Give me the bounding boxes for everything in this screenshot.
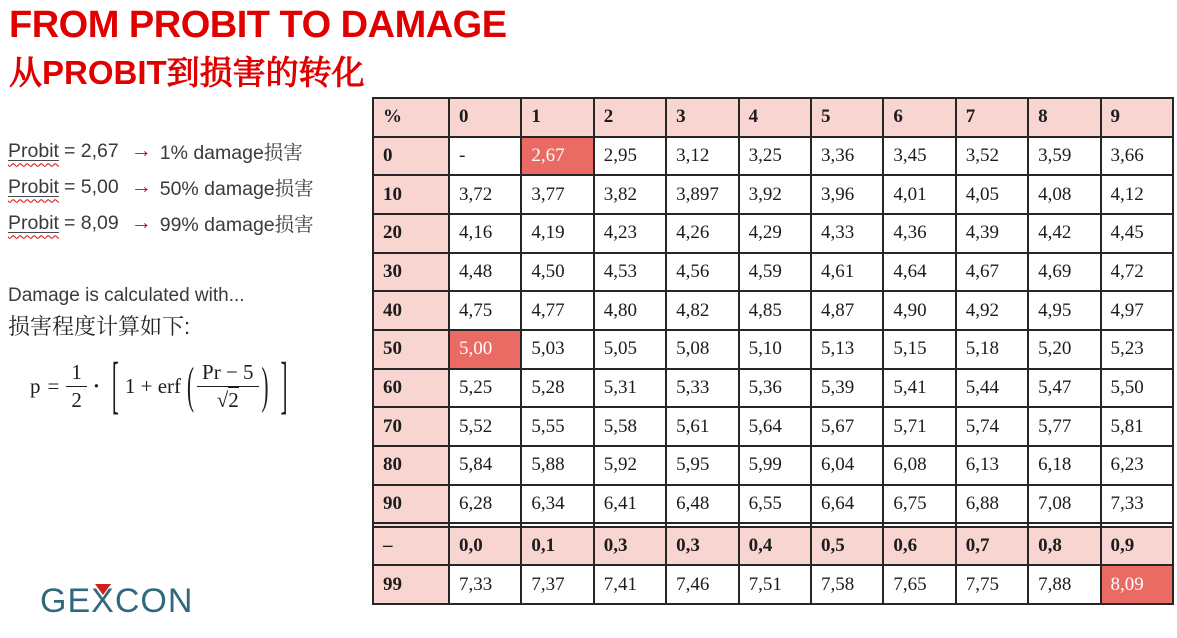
table-row (373, 214, 1173, 253)
table-cell: 3,59 (1028, 137, 1100, 176)
table-cell: 4,23 (594, 214, 666, 253)
table-cell: 5,18 (956, 330, 1028, 369)
table-header-cell: 6 (883, 98, 955, 137)
table-header-cell: 2 (594, 98, 666, 137)
table-cell: 4,64 (883, 253, 955, 292)
table-cell: 0,3 (594, 527, 666, 566)
probit-value: = 2,67 (63, 139, 119, 162)
table-cell: 6,55 (739, 485, 811, 524)
calc-intro-en: Damage is calculated with... (8, 285, 245, 306)
probit-mapping-line (8, 169, 314, 205)
table-cell: 5,20 (1028, 330, 1100, 369)
table-cell: 4,80 (594, 291, 666, 330)
right-arrow-icon: → (130, 139, 152, 162)
table-cell: 4,45 (1101, 214, 1173, 253)
highlight-cell: 8,09 (1101, 565, 1173, 604)
damage-result: 1% damage损害 (159, 142, 303, 164)
table-cell: 5,71 (883, 407, 955, 446)
right-arrow-icon: → (130, 211, 152, 234)
table-cell: 5,64 (739, 407, 811, 446)
table-cell: 4,42 (1028, 214, 1100, 253)
probit-mapping-list (8, 133, 314, 241)
radical-sign: √ (216, 387, 229, 412)
table-cell: 4,85 (739, 291, 811, 330)
formula-half-fraction: $\frac{1}{2}$ (66, 360, 87, 411)
table-cell: 4,19 (521, 214, 593, 253)
table-cell: 6,04 (811, 446, 883, 485)
probit-mapping-line (8, 133, 314, 169)
calc-intro-zh: 损害程度计算如下: (8, 314, 191, 339)
table-cell: 7,33 (449, 565, 521, 604)
probit-value: = 8,09 (63, 211, 119, 234)
table-cell: 4,08 (1028, 175, 1100, 214)
table-cell: 5,25 (449, 369, 521, 408)
table-cell: 3,82 (594, 175, 666, 214)
formula-inner: 1 + erf (124, 373, 182, 398)
table-row (373, 137, 1173, 176)
table-cell: 4,97 (1101, 291, 1173, 330)
table-cell: 5,61 (666, 407, 738, 446)
table-cell: 4,33 (811, 214, 883, 253)
table-cell: 5,50 (1101, 369, 1173, 408)
table-cell: 7,41 (594, 565, 666, 604)
table-cell: 5,44 (956, 369, 1028, 408)
table-cell: 7,58 (811, 565, 883, 604)
formula-left-paren: ( (187, 356, 195, 414)
table-cell: 2,95 (594, 137, 666, 176)
table-cell: 3,72 (449, 175, 521, 214)
probit-mapping-line (8, 205, 314, 241)
page-title: FROM PROBIT TO DAMAGE (9, 4, 507, 46)
table-cell: 4,50 (521, 253, 593, 292)
table-cell: 3,45 (883, 137, 955, 176)
probit-formula (30, 350, 294, 422)
row-label-cell: 20 (373, 214, 449, 253)
table-cell: 4,67 (956, 253, 1028, 292)
row-label-cell: 10 (373, 175, 449, 214)
table-cell: 7,37 (521, 565, 593, 604)
table-cell: 5,92 (594, 446, 666, 485)
table-cell: 5,52 (449, 407, 521, 446)
table-cell: 7,51 (739, 565, 811, 604)
highlight-cell: 2,67 (521, 137, 593, 176)
table-cell: 5,39 (811, 369, 883, 408)
table-cell: 5,10 (739, 330, 811, 369)
damage-result: 99% damage损害 (159, 214, 314, 236)
table-cell: 4,87 (811, 291, 883, 330)
table-cell: 6,23 (1101, 446, 1173, 485)
table-cell: 5,58 (594, 407, 666, 446)
table-cell: 6,48 (666, 485, 738, 524)
table-cell: 3,66 (1101, 137, 1173, 176)
probit-term: Probit (8, 175, 59, 198)
table-cell: 3,25 (739, 137, 811, 176)
table-cell: 5,84 (449, 446, 521, 485)
table-cell: 4,36 (883, 214, 955, 253)
table-cell: 4,72 (1101, 253, 1173, 292)
table-row (373, 175, 1173, 214)
table-cell: 4,77 (521, 291, 593, 330)
probit-term: Probit (8, 139, 59, 162)
table-header-cell: 3 (666, 98, 738, 137)
table-cell: 6,75 (883, 485, 955, 524)
table-cell: 5,41 (883, 369, 955, 408)
table-cell: 4,01 (883, 175, 955, 214)
table-header-cell: 8 (1028, 98, 1100, 137)
table-cell: 0,5 (811, 527, 883, 566)
table-header-cell: 4 (739, 98, 811, 137)
table-cell: 5,05 (594, 330, 666, 369)
table-cell: 4,95 (1028, 291, 1100, 330)
table-cell: 6,18 (1028, 446, 1100, 485)
page-title-chinese: 从PROBIT到损害的转化 (9, 54, 365, 91)
table-cell: 7,46 (666, 565, 738, 604)
table-cell: 0,6 (883, 527, 955, 566)
table-row (373, 565, 1173, 604)
table-cell: - (449, 137, 521, 176)
logo-triangle-icon (95, 584, 111, 595)
table-cell: 5,95 (666, 446, 738, 485)
table-cell: 5,13 (811, 330, 883, 369)
row-label-cell: 40 (373, 291, 449, 330)
table-cell: 6,64 (811, 485, 883, 524)
table-cell: 5,23 (1101, 330, 1173, 369)
table-cell: 0,3 (666, 527, 738, 566)
table-row (373, 291, 1173, 330)
table-cell: 4,61 (811, 253, 883, 292)
right-arrow-icon: → (130, 175, 152, 198)
table-cell: 7,88 (1028, 565, 1100, 604)
table-cell: 5,99 (739, 446, 811, 485)
table-header-cell: 5 (811, 98, 883, 137)
table-cell: 0,0 (449, 527, 521, 566)
table-cell: 6,41 (594, 485, 666, 524)
table-cell: 7,65 (883, 565, 955, 604)
formula-erf-fraction: $\frac{Pr - 5}{√2}$ (197, 360, 259, 411)
table-cell: 5,03 (521, 330, 593, 369)
table-header-cell: 1 (521, 98, 593, 137)
table-cell: 4,92 (956, 291, 1028, 330)
row-label-cell: 99 (373, 565, 449, 604)
probit-term: Probit (8, 211, 59, 234)
table-cell: 0,7 (956, 527, 1028, 566)
table-cell: 3,897 (666, 175, 738, 214)
probit-value: = 5,00 (63, 175, 119, 198)
table-header-cell: 7 (956, 98, 1028, 137)
table-cell: 3,52 (956, 137, 1028, 176)
table-cell: 7,33 (1101, 485, 1173, 524)
table-cell: 6,13 (956, 446, 1028, 485)
table-cell: 5,33 (666, 369, 738, 408)
table-row (373, 253, 1173, 292)
table-cell: 3,77 (521, 175, 593, 214)
table-cell: 3,12 (666, 137, 738, 176)
table-cell: 5,74 (956, 407, 1028, 446)
row-label-cell: – (373, 527, 449, 566)
table-header-row (373, 98, 1173, 137)
table-cell: 5,36 (739, 369, 811, 408)
damage-result: 50% damage损害 (159, 178, 314, 200)
table-cell: 4,05 (956, 175, 1028, 214)
table-cell: 6,88 (956, 485, 1028, 524)
table-cell: 5,15 (883, 330, 955, 369)
table-cell: 4,16 (449, 214, 521, 253)
table-cell: 6,28 (449, 485, 521, 524)
table-cell: 0,1 (521, 527, 593, 566)
table-cell: 4,69 (1028, 253, 1100, 292)
table-cell: 0,9 (1101, 527, 1173, 566)
formula-left-bracket: [ (111, 348, 119, 421)
table-cell: 0,4 (739, 527, 811, 566)
table-cell: 4,82 (666, 291, 738, 330)
table-cell: 3,92 (739, 175, 811, 214)
table-cell: 4,59 (739, 253, 811, 292)
table-header-cell: % (373, 98, 449, 137)
table-header-cell: 0 (449, 98, 521, 137)
table-cell: 0,8 (1028, 527, 1100, 566)
table-cell: 4,26 (666, 214, 738, 253)
table-cell: 5,28 (521, 369, 593, 408)
table-cell: 4,12 (1101, 175, 1173, 214)
highlight-cell: 5,00 (449, 330, 521, 369)
table-header-cell: 9 (1101, 98, 1173, 137)
formula-right-paren: ) (261, 356, 269, 414)
row-label-cell: 30 (373, 253, 449, 292)
formula-dot: · (92, 373, 100, 398)
table-cell: 6,08 (883, 446, 955, 485)
table-cell: 4,48 (449, 253, 521, 292)
table-cell: 4,56 (666, 253, 738, 292)
table-cell: 7,08 (1028, 485, 1100, 524)
probit-table (372, 97, 1174, 605)
table-row (373, 446, 1173, 485)
table-row (373, 330, 1173, 369)
table-cell: 5,08 (666, 330, 738, 369)
formula-equals: = (47, 373, 60, 398)
table-cell: 4,29 (739, 214, 811, 253)
table-cell: 6,34 (521, 485, 593, 524)
table-cell: 4,53 (594, 253, 666, 292)
row-label-cell: 0 (373, 137, 449, 176)
table-row (373, 527, 1173, 566)
table-cell: 5,47 (1028, 369, 1100, 408)
table-cell: 4,75 (449, 291, 521, 330)
table-cell: 4,39 (956, 214, 1028, 253)
table-cell: 5,81 (1101, 407, 1173, 446)
row-label-cell: 80 (373, 446, 449, 485)
table-row (373, 407, 1173, 446)
table-cell: 3,36 (811, 137, 883, 176)
table-cell: 5,55 (521, 407, 593, 446)
table-cell: 5,31 (594, 369, 666, 408)
table-row (373, 369, 1173, 408)
table-cell: 5,77 (1028, 407, 1100, 446)
formula-lhs: p (30, 373, 41, 398)
table-cell: 4,90 (883, 291, 955, 330)
formula-right-bracket: ] (280, 348, 288, 421)
table-cell: 5,67 (811, 407, 883, 446)
table-cell: 3,96 (811, 175, 883, 214)
row-label-cell: 60 (373, 369, 449, 408)
table-cell: 7,75 (956, 565, 1028, 604)
row-label-cell: 50 (373, 330, 449, 369)
table-row (373, 485, 1173, 524)
row-label-cell: 70 (373, 407, 449, 446)
table-cell: 5,88 (521, 446, 593, 485)
row-label-cell: 90 (373, 485, 449, 524)
probit-table-container (372, 97, 1174, 605)
gexcon-logo: GE XCON (40, 582, 194, 620)
